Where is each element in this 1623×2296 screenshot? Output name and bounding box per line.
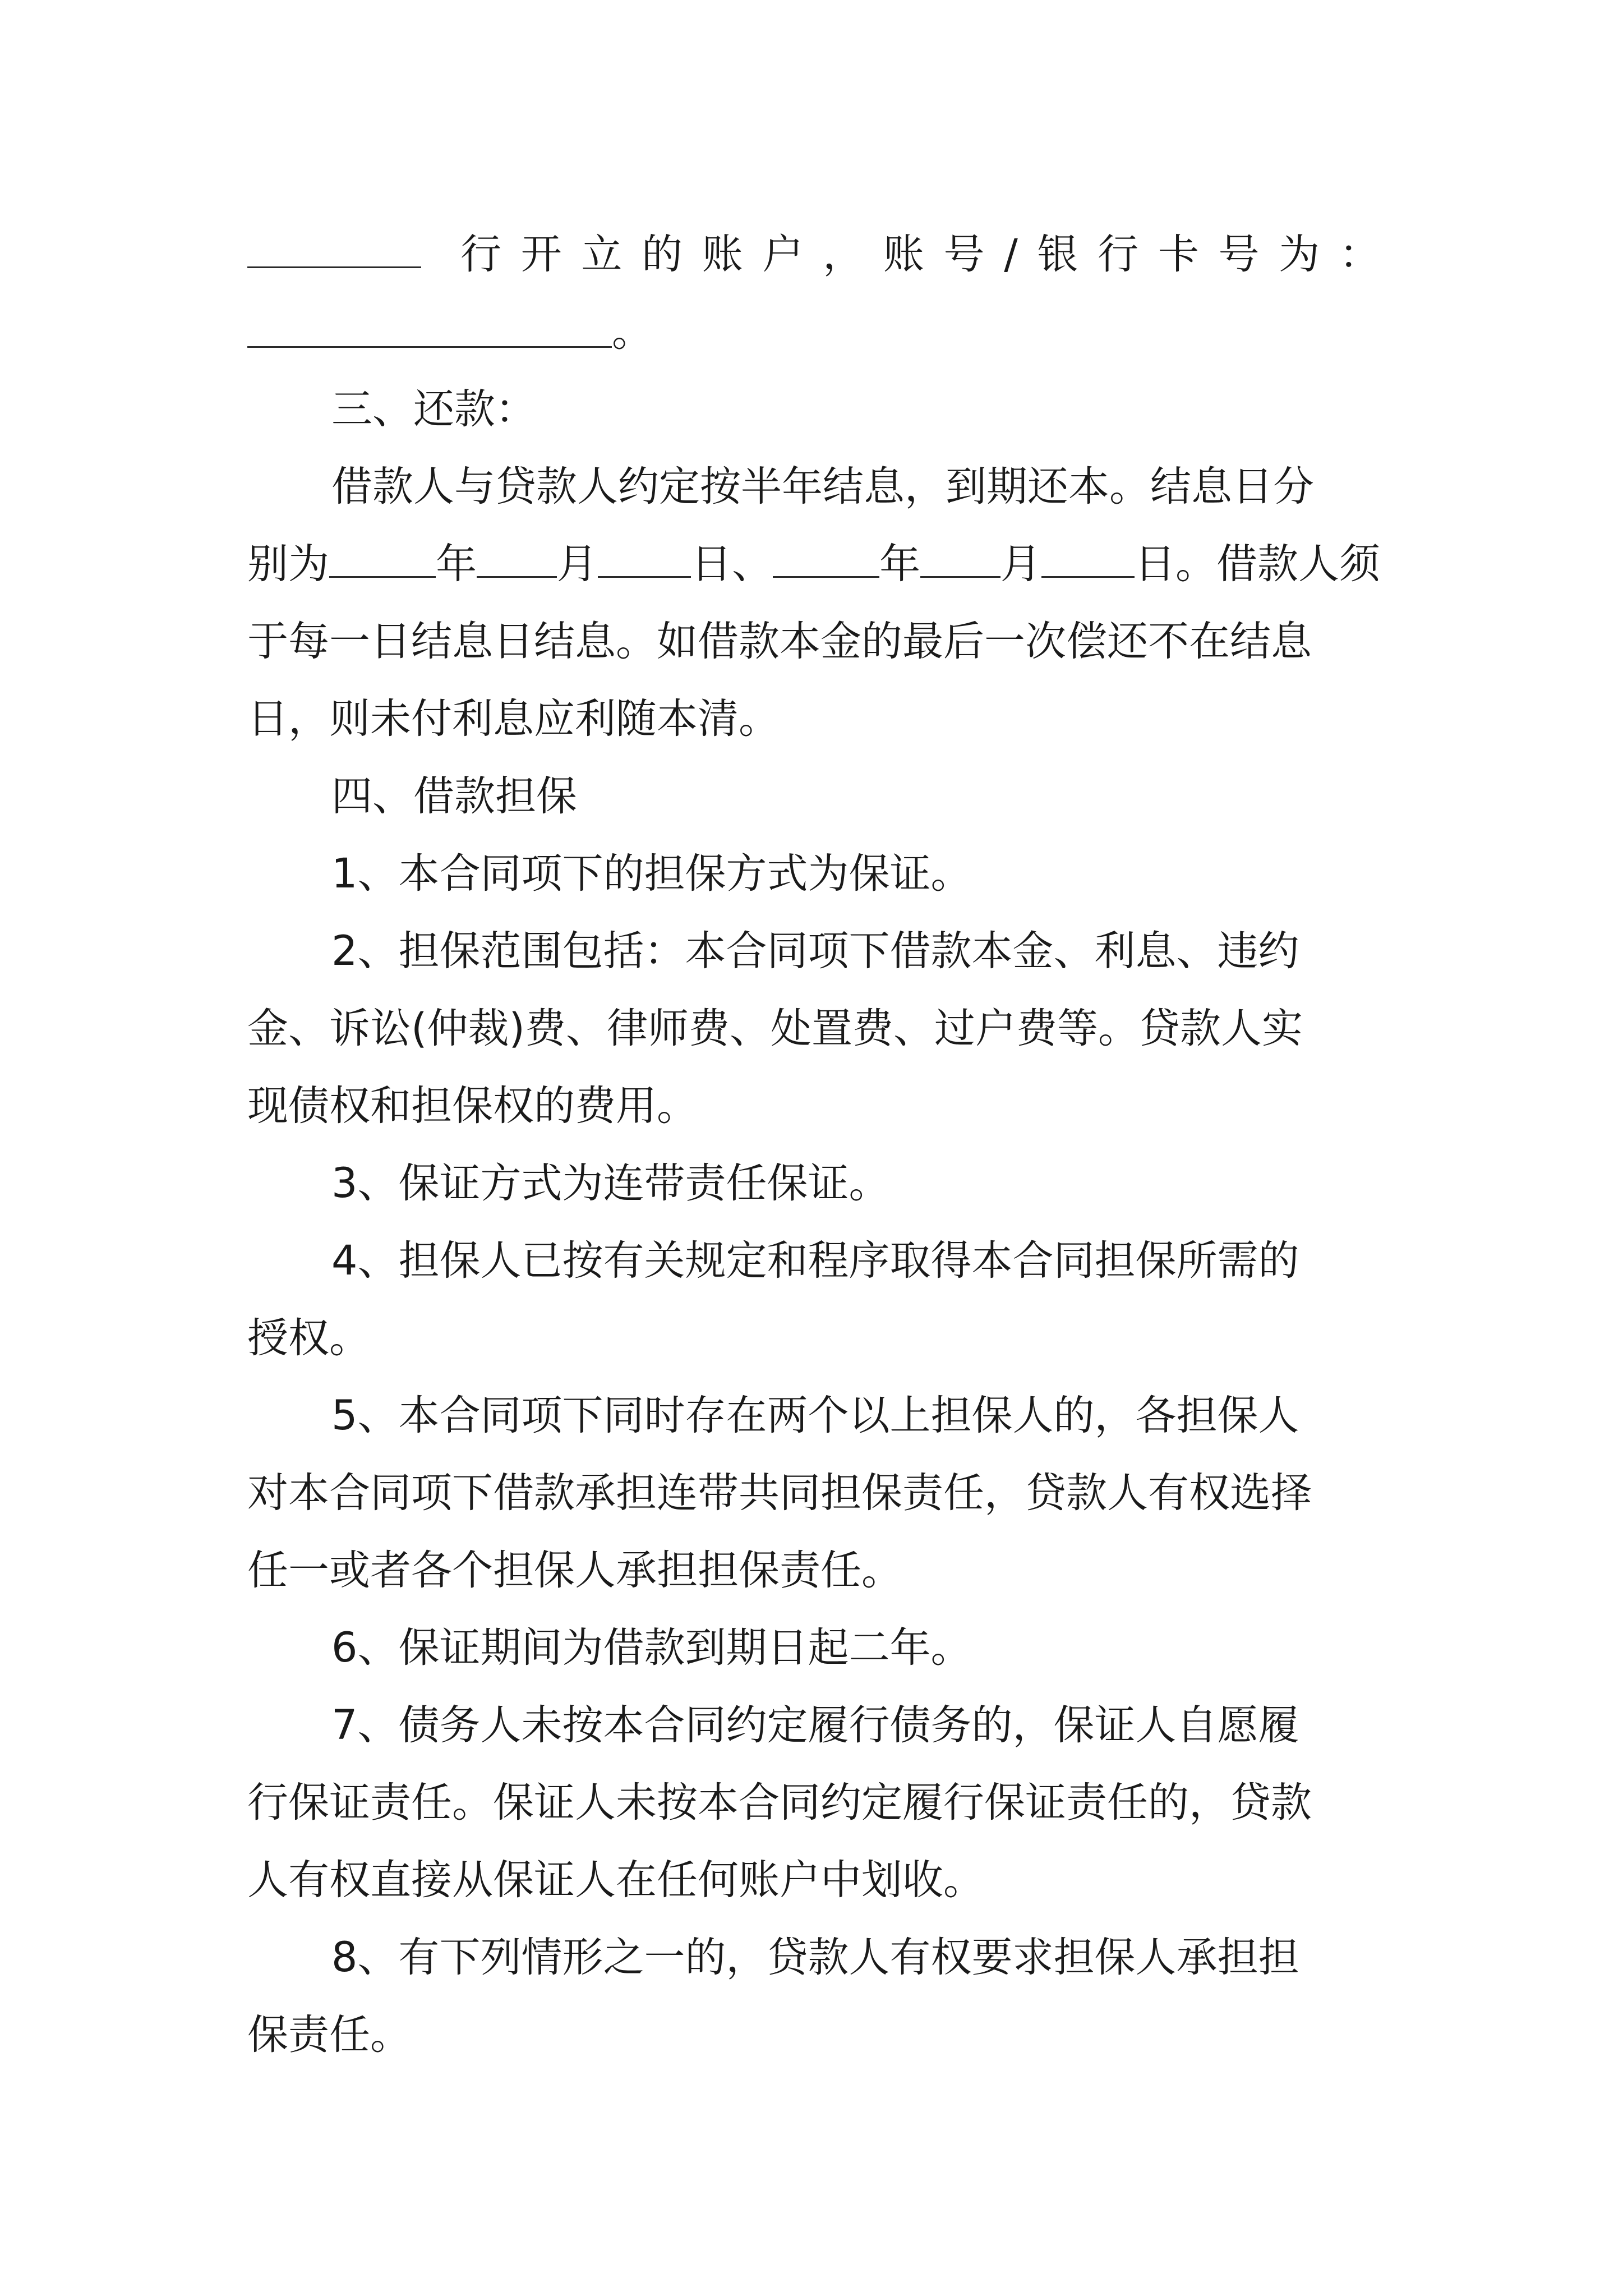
account-line-2 <box>247 293 1380 371</box>
account-line-1 <box>247 216 1380 293</box>
spaced-character: 行 <box>460 231 501 278</box>
year-label-2: 年 <box>879 540 921 588</box>
month-blank-1 <box>477 539 557 578</box>
spaced-character: 为 <box>1279 231 1320 278</box>
section-3-p1-line-2 <box>247 526 1380 603</box>
section-4-item-7-line-1: 7、债务人未按本合同约定履行债务的，保证人自愿履 <box>331 1701 1299 1749</box>
year-blank-1 <box>329 539 436 578</box>
section-4-item-1: 1、本合同项下的担保方式为保证。 <box>331 850 972 898</box>
month-label-1: 月 <box>556 540 598 588</box>
account-line-2-end: 。 <box>612 308 653 356</box>
section-3-heading: 三、还款： <box>331 385 536 433</box>
spaced-character: 立 <box>581 231 623 278</box>
section-3-p1-line-3: 于每一日结息日结息。如借款本金的最后一次偿还不在结息 <box>247 618 1312 665</box>
section-4-item-4-line-2: 授权。 <box>247 1314 370 1362</box>
spaced-character: / <box>1004 231 1018 278</box>
section-4-item-2-line-3: 现债权和担保权的费用。 <box>247 1082 698 1130</box>
section-4-item-8-line-2: 保责任。 <box>247 2011 411 2059</box>
day-blank-1 <box>598 539 691 578</box>
document-body <box>247 216 1380 2074</box>
year-blank-2 <box>773 539 879 578</box>
bank-name-blank <box>247 229 421 268</box>
spaced-character: 卡 <box>1158 231 1199 278</box>
section-4-item-8-line-1: 8、有下列情形之一的，贷款人有权要求担保人承担担 <box>331 1934 1299 1981</box>
year-label-1: 年 <box>436 540 477 588</box>
section-4-item-2-line-1: 2、担保范围包括：本合同项下借款本金、利息、违约 <box>331 927 1299 975</box>
spaced-character: 银 <box>1037 231 1078 278</box>
section-4-item-7-line-3: 人有权直接从保证人在任何账户中划收。 <box>247 1856 984 1904</box>
month-label-2: 月 <box>1000 540 1041 588</box>
section-3-p1-line-4: 日，则未付利息应利随本清。 <box>247 695 780 743</box>
spaced-character: 号 <box>943 231 985 278</box>
section-4-heading: 四、借款担保 <box>331 772 577 820</box>
section-3-p1-line-1: 借款人与贷款人约定按半年结息，到期还本。结息日分 <box>331 463 1314 510</box>
spaced-character: 号 <box>1218 231 1260 278</box>
date-line-start: 别为 <box>247 540 329 588</box>
spaced-character: 户 <box>762 231 804 278</box>
spaced-character: 账 <box>883 231 924 278</box>
section-4-item-5-line-2: 对本合同项下借款承担连带共同担保责任，贷款人有权选择 <box>247 1469 1312 1517</box>
section-4-item-5-line-3: 任一或者各个担保人承担担保责任。 <box>247 1547 902 1594</box>
section-4-item-2-line-2: 金、诉讼(仲裁)费、律师费、处置费、过户费等。贷款人实 <box>247 1005 1303 1052</box>
spaced-character: ， <box>823 231 864 278</box>
day-label-2: 日。借款人须 <box>1135 540 1380 588</box>
month-blank-2 <box>920 539 1000 578</box>
spaced-character: 的 <box>642 231 683 278</box>
spaced-character: 账 <box>702 231 743 278</box>
section-4-item-5-line-1: 5、本合同项下同时存在两个以上担保人的，各担保人 <box>331 1392 1299 1439</box>
section-4-item-7-line-2: 行保证责任。保证人未按本合同约定履行保证责任的，贷款 <box>247 1779 1312 1826</box>
section-4-item-4-line-1: 4、担保人已按有关规定和程序取得本合同担保所需的 <box>331 1237 1299 1285</box>
spaced-character: 行 <box>1098 231 1139 278</box>
spaced-character: 开 <box>520 231 562 278</box>
day-label-1: 日、 <box>691 540 773 588</box>
day-blank-2 <box>1041 539 1135 578</box>
account-number-blank <box>247 309 612 348</box>
section-4-item-3: 3、保证方式为连带责任保证。 <box>331 1159 890 1207</box>
account-line-1-text <box>460 216 1380 293</box>
spaced-character: ： <box>1339 231 1380 278</box>
section-4-item-6: 6、保证期间为借款到期日起二年。 <box>331 1624 972 1672</box>
